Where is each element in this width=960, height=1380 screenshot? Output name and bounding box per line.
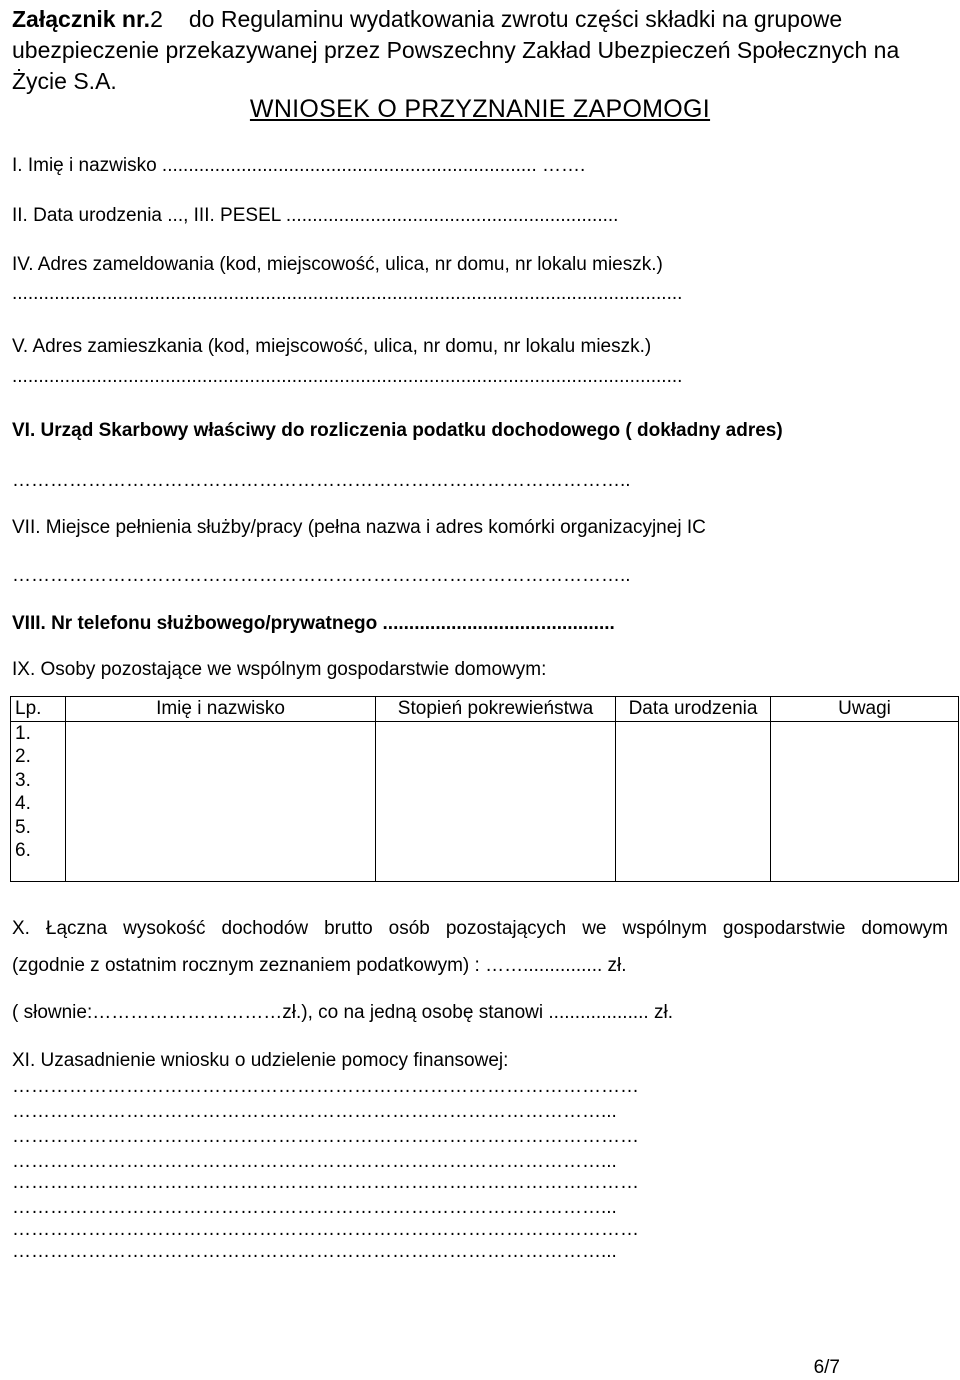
- col-header-name: Imię i nazwisko: [66, 697, 376, 722]
- cell-name[interactable]: [66, 721, 376, 745]
- row-number: 2.: [11, 745, 66, 769]
- justification-line: …………………………………………………………………………………...: [12, 1197, 617, 1218]
- field-workplace-dots: ……………………………………………………………………………………..: [12, 565, 631, 586]
- justification-heading: XI. Uzasadnienie wniosku o udzielenie pomocy finansowej:: [12, 1050, 509, 1071]
- justification-line: …………………………………………………………………………………...: [12, 1101, 617, 1122]
- cell-name[interactable]: [66, 792, 376, 816]
- justification-line: ………………………………………………………………………………………: [12, 1126, 639, 1147]
- field-registered-address: IV. Adres zameldowania (kod, miejscowość, ulica, nr domu, nr lokalu mieszk.): [12, 254, 663, 275]
- table-row: [11, 721, 959, 745]
- attachment-number: 2: [150, 6, 163, 32]
- row-number: 3.: [11, 769, 66, 793]
- attachment-header: [12, 4, 952, 97]
- table-spacer-row: [11, 863, 959, 882]
- cell-birthdate[interactable]: [616, 721, 771, 745]
- justification-line: ………………………………………………………………………………………: [12, 1076, 639, 1097]
- cell-name[interactable]: [66, 769, 376, 793]
- page-number: 6/7: [813, 1357, 840, 1378]
- row-number: 4.: [11, 792, 66, 816]
- field-workplace: VII. Miejsce pełnienia służby/pracy (pełna nazwa i adres komórki organizacyjnej IC: [12, 517, 706, 538]
- table-header-row: [11, 697, 959, 722]
- cell-notes[interactable]: [771, 839, 959, 863]
- cell-birthdate[interactable]: [616, 792, 771, 816]
- field-residence-address: V. Adres zamieszkania (kod, miejscowość, ulica, nr domu, nr lokalu mieszk.): [12, 336, 652, 357]
- cell-notes[interactable]: [771, 721, 959, 745]
- justification-line: …………………………………………………………………………………...: [12, 1241, 617, 1262]
- field-tax-office: VI. Urząd Skarbowy właściwy do rozliczenia podatku dochodowego ( dokładny adres): [12, 420, 783, 441]
- cell-birthdate[interactable]: [616, 839, 771, 863]
- col-header-relation: Stopień pokrewieństwa: [376, 697, 616, 722]
- field-name: I. Imię i nazwisko ....................................................................... …….: [12, 155, 586, 176]
- field-phone: VIII. Nr telefonu służbowego/prywatnego ............................................: [12, 613, 615, 634]
- table-row: [11, 816, 959, 840]
- col-header-birthdate: Data urodzenia: [616, 697, 771, 722]
- income-line-2: (zgodnie z ostatnim rocznym zeznaniem podatkowym) : ……............... zł.: [12, 955, 627, 976]
- justification-line: ………………………………………………………………………………………: [12, 1219, 639, 1240]
- table-row: [11, 792, 959, 816]
- cell-birthdate[interactable]: [616, 769, 771, 793]
- justification-line: …………………………………………………………………………………...: [12, 1151, 617, 1172]
- cell-name[interactable]: [66, 745, 376, 769]
- table-row: [11, 769, 959, 793]
- table-row: [11, 745, 959, 769]
- cell-birthdate[interactable]: [616, 816, 771, 840]
- cell-birthdate[interactable]: [616, 745, 771, 769]
- attachment-label: Załącznik nr.: [12, 6, 151, 32]
- cell-notes[interactable]: [771, 745, 959, 769]
- cell-name[interactable]: [66, 839, 376, 863]
- attachment-description: do Regulaminu wydatkowania zwrotu części składki na grupowe ubezpieczenie przekazywanej przez Powszechny Zakład Ubezpieczeń Społecznych na Życie S.A.: [12, 6, 900, 94]
- income-line-3: ( słownie:…………………………zł.), co na jedną osobę stanowi ................... zł.: [12, 1002, 673, 1023]
- cell-notes[interactable]: [771, 769, 959, 793]
- field-tax-office-dots: ……………………………………………………………………………………..: [12, 470, 631, 491]
- justification-line: ………………………………………………………………………………………: [12, 1172, 639, 1193]
- household-heading: IX. Osoby pozostające we wspólnym gospodarstwie domowym:: [12, 659, 547, 680]
- row-number: 5.: [11, 816, 66, 840]
- form-title: WNIOSEK O PRZYZNANIE ZAPOMOGI: [249, 95, 711, 123]
- col-header-notes: Uwagi: [771, 697, 959, 722]
- cell-notes[interactable]: [771, 792, 959, 816]
- cell-notes[interactable]: [771, 816, 959, 840]
- col-header-lp: Lp.: [11, 697, 66, 722]
- cell-relation[interactable]: [376, 769, 616, 793]
- household-table: [10, 696, 959, 882]
- cell-relation[interactable]: [376, 792, 616, 816]
- cell-relation[interactable]: [376, 721, 616, 745]
- table-row: [11, 839, 959, 863]
- field-birth-pesel: II. Data urodzenia ..., III. PESEL ...............................................................: [12, 205, 619, 226]
- field-registered-address-dots: ...............................................................................................................................: [12, 283, 683, 304]
- cell-relation[interactable]: [376, 816, 616, 840]
- income-line-1: X. Łączna wysokość dochodów brutto osób pozostających we wspólnym gospodarstwie domowym: [12, 918, 948, 939]
- field-residence-address-dots: ...............................................................................................................................: [12, 366, 683, 387]
- cell-relation[interactable]: [376, 745, 616, 769]
- row-number: 1.: [11, 721, 66, 745]
- cell-relation[interactable]: [376, 839, 616, 863]
- cell-name[interactable]: [66, 816, 376, 840]
- row-number: 6.: [11, 839, 66, 863]
